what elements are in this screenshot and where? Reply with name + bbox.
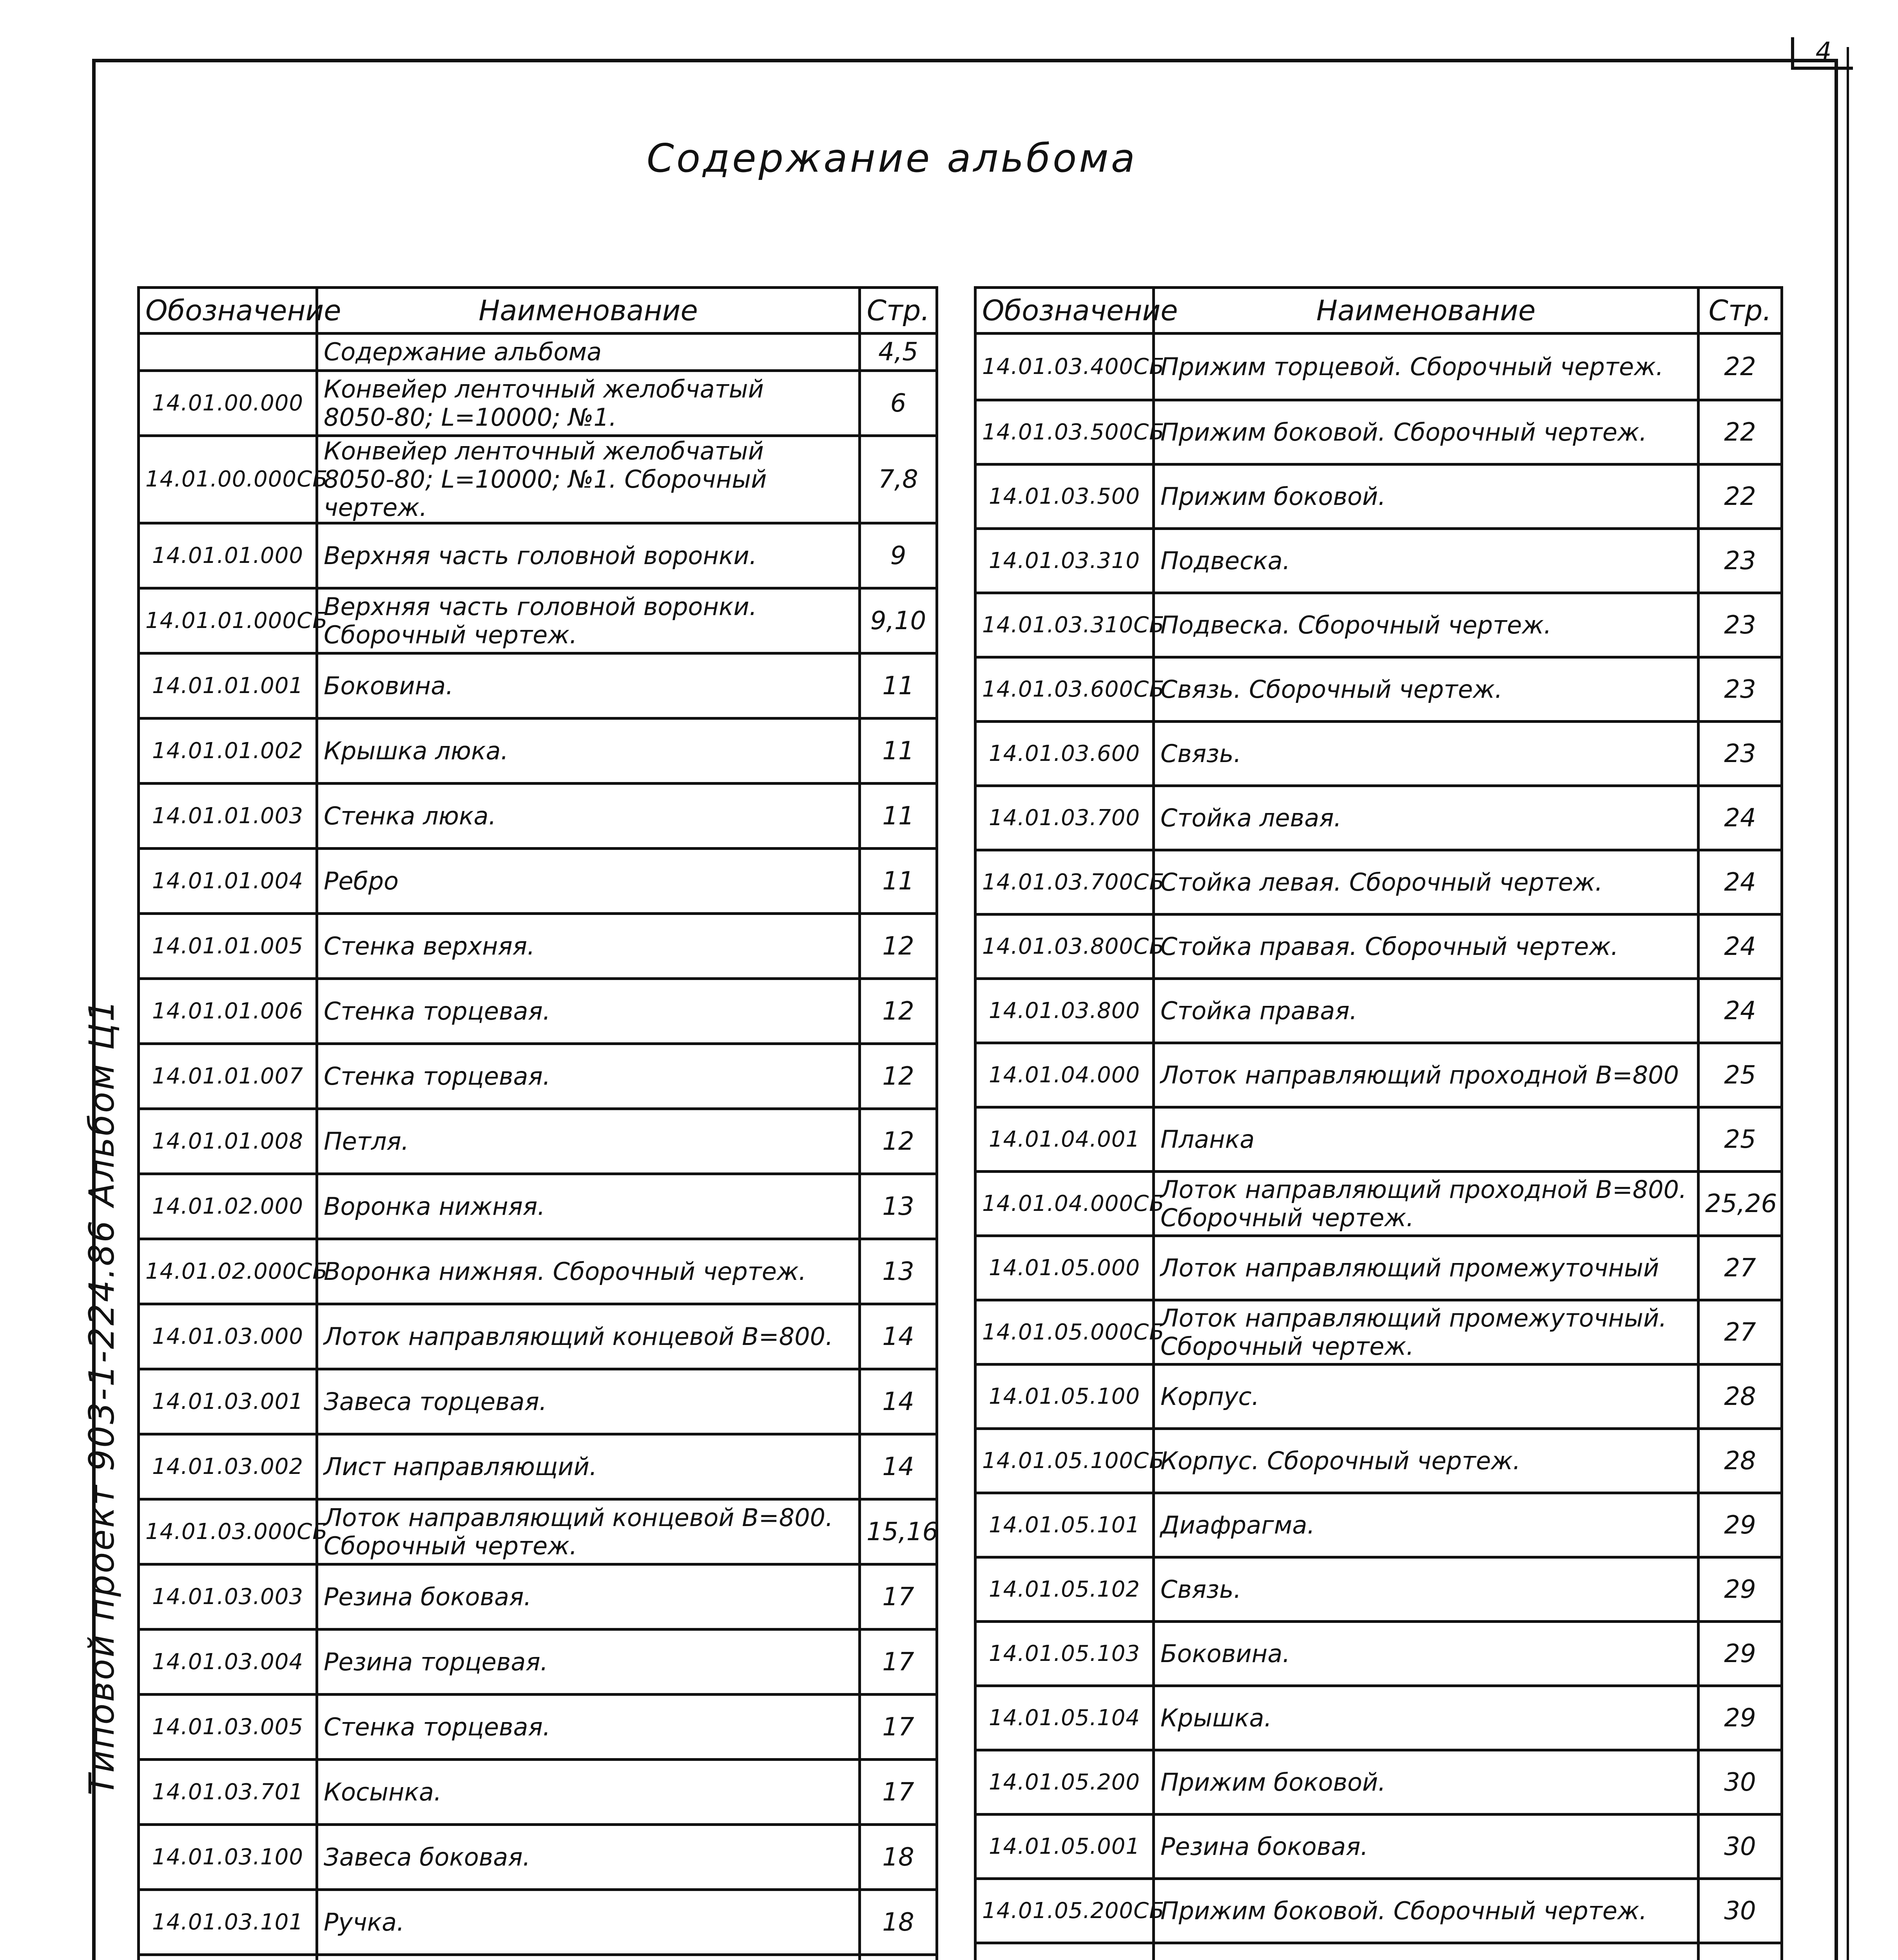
item-code xyxy=(975,1943,1154,1960)
page-title: Содержание альбома xyxy=(647,135,1137,181)
table-row xyxy=(139,653,937,719)
item-code: 14.01.05.000 xyxy=(975,1236,1154,1300)
item-name: Прижим боковой. xyxy=(1154,1750,1699,1815)
item-code: 14.01.01.003 xyxy=(139,784,317,849)
table-row xyxy=(139,979,937,1044)
page-number: 4 xyxy=(1791,37,1853,70)
item-name: Стенка верхняя. xyxy=(317,914,860,979)
item-page: 17 xyxy=(860,1564,937,1630)
item-page: 12 xyxy=(860,979,937,1044)
contents-table-right xyxy=(974,286,1783,1960)
item-page xyxy=(860,1955,937,1960)
item-code: 14.01.05.000СБ xyxy=(975,1300,1154,1365)
item-page: 14 xyxy=(860,1369,937,1434)
table-row xyxy=(975,786,1782,850)
item-code: 14.01.03.800СБ xyxy=(975,915,1154,979)
table-row xyxy=(139,436,937,523)
item-code: 14.01.01.000 xyxy=(139,523,317,588)
table-row xyxy=(975,1750,1782,1815)
item-code: 14.01.01.004 xyxy=(139,849,317,914)
header-page: Стр. xyxy=(1699,288,1782,334)
table-header xyxy=(975,288,1782,334)
item-name: Стенка люка. xyxy=(317,784,860,849)
item-name: Лист направляющий. xyxy=(317,1434,860,1499)
table-row xyxy=(139,1890,937,1955)
item-name: Связь. xyxy=(1154,722,1699,786)
table-row xyxy=(139,849,937,914)
item-page: 29 xyxy=(1699,1557,1782,1622)
table-row xyxy=(975,979,1782,1043)
item-code: 14.01.03.000СБ xyxy=(139,1499,317,1564)
item-name: Боковина. xyxy=(1154,1622,1699,1686)
table-row xyxy=(139,1239,937,1304)
item-name: Ребро xyxy=(317,849,860,914)
item-page: 9 xyxy=(860,523,937,588)
item-page: 12 xyxy=(860,914,937,979)
item-name: Лоток направляющий проходной B=800. Сборочный чертеж. xyxy=(1154,1172,1699,1236)
table-row xyxy=(139,1564,937,1630)
table-row xyxy=(139,1825,937,1890)
table-row xyxy=(975,1493,1782,1557)
item-code: 14.01.02.000СБ xyxy=(139,1239,317,1304)
item-page: 14 xyxy=(860,1304,937,1369)
item-name: Стенка торцевая. xyxy=(317,1044,860,1109)
item-name: Корпус. xyxy=(1154,1365,1699,1429)
item-code: 14.01.01.005 xyxy=(139,914,317,979)
item-code: 14.01.01.001 xyxy=(139,653,317,719)
item-code: 14.01.03.310СБ xyxy=(975,593,1154,657)
item-name: Прижим боковой. Сборочный чертеж. xyxy=(1154,400,1699,465)
item-name: Лоток направляющий промежуточный. Сборочный чертеж. xyxy=(1154,1300,1699,1365)
item-name: Связь. xyxy=(1154,1557,1699,1622)
table-row xyxy=(139,1695,937,1760)
item-name: Стойка правая. Сборочный чертеж. xyxy=(1154,915,1699,979)
item-page: 6 xyxy=(860,371,937,436)
item-name: Резина боковая. xyxy=(317,1564,860,1630)
table-row xyxy=(139,523,937,588)
table-row xyxy=(975,1815,1782,1879)
item-name: Резина торцевая. xyxy=(317,1630,860,1695)
item-page: 25 xyxy=(1699,1043,1782,1107)
item-page: 30 xyxy=(1699,1879,1782,1943)
item-name: Связь. Сборочный чертеж. xyxy=(1154,657,1699,722)
item-name: Конвейер ленточный желобчатый 8050-80; L=10000; №1. Сборочный чертеж. xyxy=(317,436,860,523)
item-name: Ручка. xyxy=(317,1890,860,1955)
item-page: 29 xyxy=(1699,1493,1782,1557)
item-page: 15,16 xyxy=(860,1499,937,1564)
item-page: 13 xyxy=(860,1239,937,1304)
item-name: Петля. xyxy=(317,1109,860,1174)
item-code: 14.01.05.102 xyxy=(975,1557,1154,1622)
item-code: 14.01.03.005 xyxy=(139,1695,317,1760)
table-row xyxy=(975,1043,1782,1107)
item-page: 25,26 xyxy=(1699,1172,1782,1236)
header-code: Обозначение xyxy=(139,288,317,334)
item-name: Стенка торцевая. xyxy=(317,979,860,1044)
table-row xyxy=(139,914,937,979)
item-page: 27 xyxy=(1699,1300,1782,1365)
item-page: 23 xyxy=(1699,722,1782,786)
item-page: 18 xyxy=(860,1825,937,1890)
item-name: Воронка нижняя. Сборочный чертеж. xyxy=(317,1239,860,1304)
table-row xyxy=(975,722,1782,786)
table-row xyxy=(139,1369,937,1434)
item-code: 14.01.03.701 xyxy=(139,1760,317,1825)
item-page: 11 xyxy=(860,849,937,914)
table-row xyxy=(975,915,1782,979)
item-name: Лоток направляющий промежуточный xyxy=(1154,1236,1699,1300)
item-page: 23 xyxy=(1699,593,1782,657)
item-code: 14.01.05.200 xyxy=(975,1750,1154,1815)
table-row xyxy=(975,1879,1782,1943)
item-code: 14.01.05.100 xyxy=(975,1365,1154,1429)
table-row xyxy=(975,593,1782,657)
item-page: 28 xyxy=(1699,1365,1782,1429)
item-page: 14 xyxy=(860,1434,937,1499)
table-row xyxy=(975,1365,1782,1429)
item-name: Прижим боковой. Сборочный чертеж. xyxy=(1154,1879,1699,1943)
item-page: 17 xyxy=(860,1695,937,1760)
table-row xyxy=(139,588,937,653)
item-code xyxy=(139,1955,317,1960)
item-code: 14.01.00.000СБ xyxy=(139,436,317,523)
table-row xyxy=(975,657,1782,722)
table-row xyxy=(139,1109,937,1174)
item-page: 12 xyxy=(860,1044,937,1109)
item-code: 14.01.03.002 xyxy=(139,1434,317,1499)
item-name: Завеса торцевая. xyxy=(317,1369,860,1434)
item-code: 14.01.03.400СБ xyxy=(975,334,1154,400)
item-page: 4,5 xyxy=(860,334,937,371)
item-name: Стойка левая. xyxy=(1154,786,1699,850)
item-name: Лоток направляющий концевой B=800. xyxy=(317,1304,860,1369)
item-code: 14.01.01.002 xyxy=(139,719,317,784)
item-code: 14.01.04.001 xyxy=(975,1107,1154,1172)
item-page: 24 xyxy=(1699,979,1782,1043)
item-code: 14.01.03.004 xyxy=(139,1630,317,1695)
item-code: 14.01.01.008 xyxy=(139,1109,317,1174)
item-code: 14.01.05.104 xyxy=(975,1686,1154,1750)
table-row xyxy=(975,1429,1782,1493)
item-page: 30 xyxy=(1699,1750,1782,1815)
table-row xyxy=(139,1499,937,1564)
item-page: 17 xyxy=(860,1760,937,1825)
table-row xyxy=(139,1760,937,1825)
item-name: Крышка люка. xyxy=(317,719,860,784)
item-page: 29 xyxy=(1699,1622,1782,1686)
table-row xyxy=(139,1630,937,1695)
table-row xyxy=(975,1686,1782,1750)
item-code: 14.01.03.101 xyxy=(139,1890,317,1955)
item-name: Боковина. xyxy=(317,653,860,719)
table-row xyxy=(975,850,1782,915)
item-name: Стенка торцевая. xyxy=(317,1695,860,1760)
item-page: 9,10 xyxy=(860,588,937,653)
item-name: Воронка нижняя. xyxy=(317,1174,860,1239)
table-row xyxy=(139,1044,937,1109)
item-page: 24 xyxy=(1699,786,1782,850)
item-code: 14.01.03.003 xyxy=(139,1564,317,1630)
table-row xyxy=(139,1434,937,1499)
table-row xyxy=(139,784,937,849)
item-name: Диафрагма. xyxy=(1154,1493,1699,1557)
table-row xyxy=(975,1622,1782,1686)
item-name: Крышка. xyxy=(1154,1686,1699,1750)
header-page: Стр. xyxy=(860,288,937,334)
item-page: 25 xyxy=(1699,1107,1782,1172)
item-name: Стойка левая. Сборочный чертеж. xyxy=(1154,850,1699,915)
item-page: 22 xyxy=(1699,334,1782,400)
item-code: 14.01.00.000 xyxy=(139,371,317,436)
item-page: 28 xyxy=(1699,1429,1782,1493)
table-row xyxy=(975,465,1782,529)
item-name: Лоток направляющий концевой B=800. Сборочный чертеж. xyxy=(317,1499,860,1564)
table-row xyxy=(975,1300,1782,1365)
table-row xyxy=(975,400,1782,465)
item-page: 18 xyxy=(860,1890,937,1955)
item-name: Резина боковая. xyxy=(1154,1815,1699,1879)
item-code: 14.01.03.600 xyxy=(975,722,1154,786)
item-name: Планка xyxy=(1154,1107,1699,1172)
item-page: 27 xyxy=(1699,1236,1782,1300)
item-code: 14.01.01.006 xyxy=(139,979,317,1044)
item-name: Верхняя часть головной воронки. xyxy=(317,523,860,588)
item-page: 12 xyxy=(860,1109,937,1174)
item-name: Конвейер ленточный желобчатый 8050-80; L=10000; №1. xyxy=(317,371,860,436)
item-code: 14.01.03.600СБ xyxy=(975,657,1154,722)
item-name: Прижим боковой. xyxy=(1154,465,1699,529)
item-code: 14.01.04.000 xyxy=(975,1043,1154,1107)
item-name: Прижим торцевой. Сборочный чертеж. xyxy=(1154,334,1699,400)
contents-table-left xyxy=(137,286,938,1960)
item-code: 14.01.03.001 xyxy=(139,1369,317,1434)
item-code: 14.01.05.200СБ xyxy=(975,1879,1154,1943)
item-page: 13 xyxy=(860,1174,937,1239)
item-page: 22 xyxy=(1699,400,1782,465)
item-name: Завеса боковая. xyxy=(317,1825,860,1890)
table-row xyxy=(139,1304,937,1369)
item-code: 14.01.01.000СБ xyxy=(139,588,317,653)
item-code: 14.01.04.000СБ xyxy=(975,1172,1154,1236)
header-name: Наименование xyxy=(317,288,860,334)
item-code xyxy=(139,334,317,371)
item-code: 14.01.03.700 xyxy=(975,786,1154,850)
table-header xyxy=(139,288,937,334)
table-row xyxy=(975,334,1782,400)
item-page: 7,8 xyxy=(860,436,937,523)
item-code: 14.01.05.103 xyxy=(975,1622,1154,1686)
table-row xyxy=(975,1943,1782,1960)
item-code: 14.01.05.100СБ xyxy=(975,1429,1154,1493)
item-page: 11 xyxy=(860,653,937,719)
item-page: 23 xyxy=(1699,657,1782,722)
item-page: 29 xyxy=(1699,1686,1782,1750)
item-page: 11 xyxy=(860,719,937,784)
item-code: 14.01.05.101 xyxy=(975,1493,1154,1557)
item-code: 14.01.03.800 xyxy=(975,979,1154,1043)
item-page: 24 xyxy=(1699,915,1782,979)
item-code: 14.01.03.000 xyxy=(139,1304,317,1369)
item-code: 14.01.03.500СБ xyxy=(975,400,1154,465)
item-name: Содержание альбома xyxy=(317,334,860,371)
item-code: 14.01.01.007 xyxy=(139,1044,317,1109)
table-row xyxy=(139,334,937,371)
table-row xyxy=(139,371,937,436)
item-name xyxy=(317,1955,860,1960)
item-page: 22 xyxy=(1699,465,1782,529)
item-code: 14.01.03.500 xyxy=(975,465,1154,529)
header-name: Наименование xyxy=(1154,288,1699,334)
table-row xyxy=(975,1107,1782,1172)
table-row xyxy=(975,1557,1782,1622)
table-row xyxy=(139,1174,937,1239)
item-page: 23 xyxy=(1699,529,1782,593)
item-name xyxy=(1154,1943,1699,1960)
item-page xyxy=(1699,1943,1782,1960)
table-row xyxy=(975,529,1782,593)
side-caption: Типовой проект 903-1-224.86 Альбом Ц1 xyxy=(82,998,122,1795)
table-row xyxy=(975,1172,1782,1236)
item-name: Верхняя часть головной воронки. Сборочный чертеж. xyxy=(317,588,860,653)
item-code: 14.01.03.100 xyxy=(139,1825,317,1890)
item-name: Стойка правая. xyxy=(1154,979,1699,1043)
header-code: Обозначение xyxy=(975,288,1154,334)
item-name: Корпус. Сборочный чертеж. xyxy=(1154,1429,1699,1493)
item-name: Подвеска. Сборочный чертеж. xyxy=(1154,593,1699,657)
item-code: 14.01.05.001 xyxy=(975,1815,1154,1879)
item-name: Лоток направляющий проходной B=800 xyxy=(1154,1043,1699,1107)
item-page: 11 xyxy=(860,784,937,849)
item-code: 14.01.03.310 xyxy=(975,529,1154,593)
item-page: 17 xyxy=(860,1630,937,1695)
table-row xyxy=(975,1236,1782,1300)
sheet-edge-line xyxy=(1847,47,1849,1960)
table-row xyxy=(139,719,937,784)
item-name: Косынка. xyxy=(317,1760,860,1825)
item-code: 14.01.02.000 xyxy=(139,1174,317,1239)
item-page: 30 xyxy=(1699,1815,1782,1879)
table-row xyxy=(139,1955,937,1960)
item-code: 14.01.03.700СБ xyxy=(975,850,1154,915)
item-name: Подвеска. xyxy=(1154,529,1699,593)
item-page: 24 xyxy=(1699,850,1782,915)
